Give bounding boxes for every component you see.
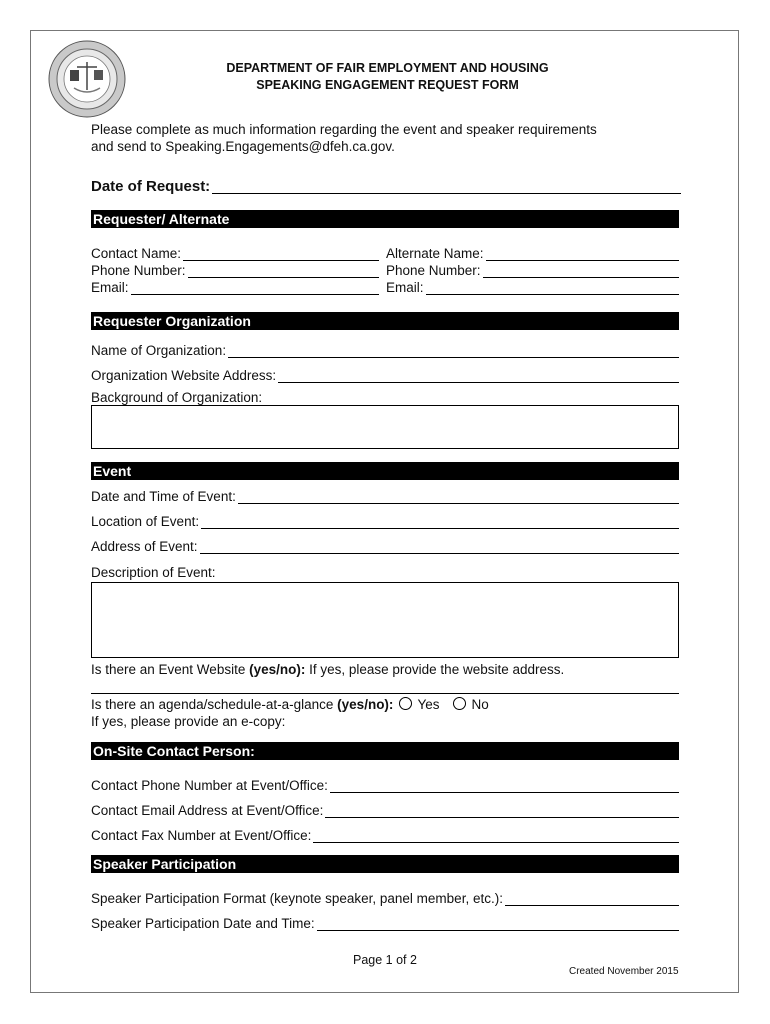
intro-line-1: Please complete as much information regarding the event and speaker requirements (91, 122, 597, 137)
section-header-event: Event (91, 462, 679, 480)
intro-line-2: and send to Speaking.Engagements@dfeh.ca.gov. (91, 139, 395, 154)
section-header-requester: Requester/ Alternate (91, 210, 679, 228)
event-datetime-input[interactable] (238, 491, 679, 504)
agenda-no-radio[interactable] (453, 697, 466, 710)
form-agency-title: DEPARTMENT OF FAIR EMPLOYMENT AND HOUSING (226, 61, 549, 75)
date-of-request-field[interactable] (91, 179, 681, 194)
onsite-email-field[interactable] (91, 803, 679, 818)
page-border (30, 30, 739, 993)
alternate-email-label: Email: (386, 280, 424, 295)
onsite-phone-input[interactable] (330, 780, 679, 793)
date-of-request-label: Date of Request: (91, 178, 211, 195)
section-header-speaker: Speaker Participation (91, 855, 679, 873)
speaker-format-input[interactable] (505, 893, 679, 906)
onsite-phone-label: Contact Phone Number at Event/Office: (91, 778, 328, 793)
organization-background-textarea[interactable] (91, 405, 679, 449)
date-of-request-input[interactable] (212, 181, 681, 194)
phone-number-field[interactable] (91, 263, 379, 278)
alternate-phone-field[interactable] (386, 263, 679, 278)
onsite-email-label: Contact Email Address at Event/Office: (91, 803, 324, 818)
agenda-copy-label: If yes, please provide an e-copy: (91, 714, 286, 729)
organization-website-label: Organization Website Address: (91, 368, 277, 383)
speaker-datetime-label: Speaker Participation Date and Time: (91, 916, 315, 931)
page-number: Page 1 of 2 (353, 953, 417, 967)
onsite-email-input[interactable] (325, 805, 679, 818)
phone-number-label: Phone Number: (91, 263, 186, 278)
event-datetime-label: Date and Time of Event: (91, 489, 236, 504)
alternate-name-field[interactable] (386, 246, 679, 261)
event-description-textarea[interactable] (91, 582, 679, 658)
phone-number-input[interactable] (188, 265, 379, 278)
agenda-question: Is there an agenda/schedule-at-a-glance (yes/no): Yes No (91, 697, 489, 712)
agenda-yes-label: Yes (417, 697, 440, 712)
alternate-phone-input[interactable] (483, 265, 679, 278)
email-input[interactable] (131, 282, 379, 295)
event-website-input[interactable] (91, 678, 679, 694)
contact-name-label: Contact Name: (91, 246, 182, 261)
intro-text (91, 121, 681, 155)
alternate-name-input[interactable] (486, 248, 679, 261)
speaker-datetime-field[interactable] (91, 916, 679, 931)
onsite-fax-input[interactable] (313, 830, 679, 843)
alternate-phone-label: Phone Number: (386, 263, 481, 278)
email-label: Email: (91, 280, 129, 295)
alternate-email-input[interactable] (426, 282, 679, 295)
event-address-label: Address of Event: (91, 539, 198, 554)
event-address-input[interactable] (200, 541, 679, 554)
organization-website-input[interactable] (278, 370, 679, 383)
alternate-email-field[interactable] (386, 280, 679, 295)
section-header-organization: Requester Organization (91, 312, 679, 330)
event-description-label: Description of Event: (91, 565, 216, 580)
organization-background-label: Background of Organization: (91, 390, 263, 405)
organization-name-field[interactable] (91, 343, 679, 358)
event-location-label: Location of Event: (91, 514, 200, 529)
event-website-question: Is there an Event Website (yes/no): If yes, please provide the website address. (91, 662, 565, 677)
event-location-field[interactable] (91, 514, 679, 529)
speaker-format-label: Speaker Participation Format (keynote speaker, panel member, etc.): (91, 891, 503, 906)
agency-seal-logo (48, 40, 126, 118)
form-title: SPEAKING ENGAGEMENT REQUEST FORM (256, 78, 519, 92)
agenda-yes-radio[interactable] (399, 697, 412, 710)
alternate-name-label: Alternate Name: (386, 246, 484, 261)
event-datetime-field[interactable] (91, 489, 679, 504)
created-date: Created November 2015 (569, 966, 679, 977)
onsite-fax-label: Contact Fax Number at Event/Office: (91, 828, 312, 843)
email-field[interactable] (91, 280, 379, 295)
contact-name-field[interactable] (91, 246, 379, 261)
event-location-input[interactable] (201, 516, 679, 529)
event-address-field[interactable] (91, 539, 679, 554)
contact-name-input[interactable] (183, 248, 379, 261)
agenda-no-label: No (471, 697, 489, 712)
speaker-format-field[interactable] (91, 891, 679, 906)
onsite-phone-field[interactable] (91, 778, 679, 793)
section-header-onsite: On-Site Contact Person: (91, 742, 679, 760)
organization-name-input[interactable] (228, 345, 679, 358)
speaker-datetime-input[interactable] (317, 918, 679, 931)
organization-website-field[interactable] (91, 368, 679, 383)
onsite-fax-field[interactable] (91, 828, 679, 843)
organization-name-label: Name of Organization: (91, 343, 227, 358)
